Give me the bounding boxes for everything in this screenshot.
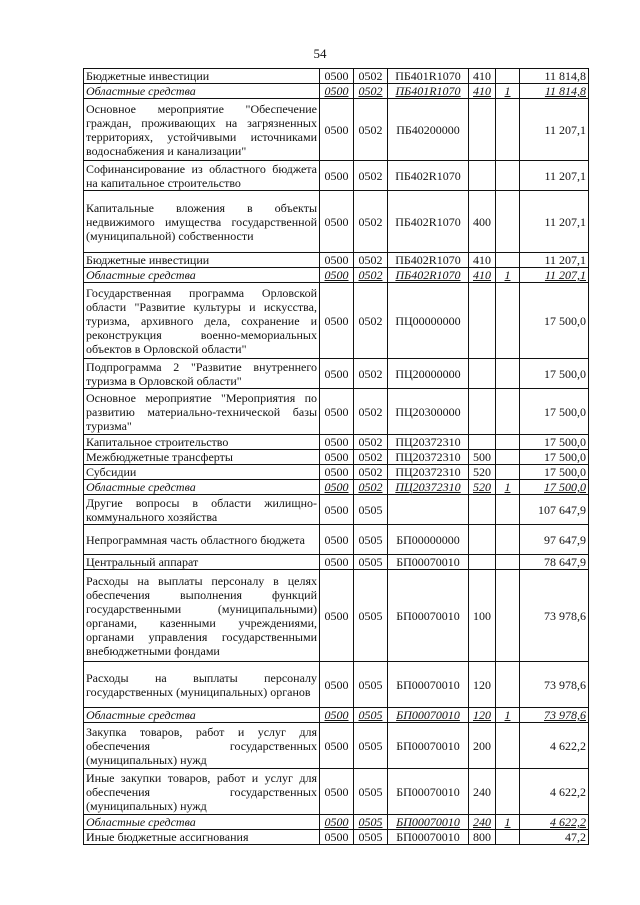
table-row — [84, 723, 589, 769]
amount-cell: 73 978,6 — [520, 570, 589, 662]
funding-source-cell — [496, 161, 520, 191]
target-article-cell: БП00070010 — [388, 570, 469, 662]
funding-source-cell — [496, 69, 520, 84]
table-row — [84, 161, 589, 191]
row-name-cell: Межбюджетные трансферты — [84, 450, 320, 465]
subsection-code-cell: 0502 — [354, 389, 388, 435]
table-row — [84, 570, 589, 662]
subsection-code-cell: 0505 — [354, 495, 388, 525]
target-article-cell: БП00070010 — [388, 708, 469, 723]
funding-source-cell — [496, 450, 520, 465]
amount-cell: 17 500,0 — [520, 389, 589, 435]
expense-type-cell: 410 — [469, 268, 496, 283]
subsection-code-cell: 0502 — [354, 69, 388, 84]
funding-source-cell: 1 — [496, 708, 520, 723]
expense-type-cell: 240 — [469, 769, 496, 815]
row-name-cell: Областные средства — [84, 708, 320, 723]
table-row — [84, 480, 589, 495]
funding-source-cell — [496, 99, 520, 161]
subsection-code-cell: 0502 — [354, 161, 388, 191]
expense-type-cell — [469, 389, 496, 435]
subsection-code-cell: 0502 — [354, 99, 388, 161]
expense-type-cell: 800 — [469, 830, 496, 845]
funding-source-cell — [496, 389, 520, 435]
row-name-cell: Подпрограмма 2 "Развитие внутреннего туризма в Орловской области" — [84, 359, 320, 389]
target-article-cell: ПЦ20372310 — [388, 465, 469, 480]
expense-type-cell: 100 — [469, 570, 496, 662]
expense-type-cell: 410 — [469, 84, 496, 99]
table-row — [84, 555, 589, 570]
amount-cell: 17 500,0 — [520, 359, 589, 389]
section-code-cell: 0500 — [320, 359, 354, 389]
amount-cell: 11 207,1 — [520, 161, 589, 191]
table-row — [84, 99, 589, 161]
section-code-cell: 0500 — [320, 525, 354, 555]
subsection-code-cell: 0502 — [354, 359, 388, 389]
section-code-cell: 0500 — [320, 769, 354, 815]
row-name-cell: Капитальные вложения в объекты недвижимого имущества государственной (муниципальной) собственности — [84, 191, 320, 253]
table-row — [84, 815, 589, 830]
section-code-cell: 0500 — [320, 268, 354, 283]
subsection-code-cell: 0505 — [354, 662, 388, 708]
row-name-cell: Центральный аппарат — [84, 555, 320, 570]
row-name-cell: Субсидии — [84, 465, 320, 480]
funding-source-cell — [496, 465, 520, 480]
funding-source-cell — [496, 283, 520, 359]
section-code-cell: 0500 — [320, 830, 354, 845]
target-article-cell: ПЦ20372310 — [388, 435, 469, 450]
target-article-cell: ПБ402R1070 — [388, 253, 469, 268]
target-article-cell: БП00070010 — [388, 815, 469, 830]
amount-cell: 47,2 — [520, 830, 589, 845]
section-code-cell: 0500 — [320, 450, 354, 465]
expense-type-cell: 410 — [469, 69, 496, 84]
expense-type-cell: 500 — [469, 450, 496, 465]
subsection-code-cell: 0505 — [354, 570, 388, 662]
section-code-cell: 0500 — [320, 191, 354, 253]
section-code-cell: 0500 — [320, 69, 354, 84]
table-row — [84, 435, 589, 450]
section-code-cell: 0500 — [320, 389, 354, 435]
subsection-code-cell: 0505 — [354, 769, 388, 815]
amount-cell: 73 978,6 — [520, 662, 589, 708]
subsection-code-cell: 0502 — [354, 465, 388, 480]
target-article-cell: БП00070010 — [388, 723, 469, 769]
funding-source-cell — [496, 662, 520, 708]
row-name-cell: Областные средства — [84, 84, 320, 99]
table-row — [84, 495, 589, 525]
subsection-code-cell: 0502 — [354, 268, 388, 283]
section-code-cell: 0500 — [320, 480, 354, 495]
funding-source-cell — [496, 830, 520, 845]
target-article-cell: ПБ40200000 — [388, 99, 469, 161]
expense-type-cell — [469, 495, 496, 525]
table-row — [84, 450, 589, 465]
target-article-cell: ПЦ00000000 — [388, 283, 469, 359]
subsection-code-cell: 0502 — [354, 84, 388, 99]
amount-cell: 11 814,8 — [520, 84, 589, 99]
section-code-cell: 0500 — [320, 435, 354, 450]
target-article-cell: ПЦ20000000 — [388, 359, 469, 389]
table-row — [84, 525, 589, 555]
row-name-cell: Софинансирование из областного бюджета на капитальное строительство — [84, 161, 320, 191]
amount-cell: 11 207,1 — [520, 191, 589, 253]
expense-type-cell: 410 — [469, 253, 496, 268]
funding-source-cell: 1 — [496, 268, 520, 283]
funding-source-cell — [496, 555, 520, 570]
amount-cell: 17 500,0 — [520, 435, 589, 450]
funding-source-cell — [496, 253, 520, 268]
amount-cell: 11 207,1 — [520, 253, 589, 268]
table-row — [84, 662, 589, 708]
expense-type-cell: 520 — [469, 480, 496, 495]
section-code-cell: 0500 — [320, 570, 354, 662]
budget-table — [83, 68, 589, 845]
subsection-code-cell: 0505 — [354, 830, 388, 845]
row-name-cell: Государственная программа Орловской области "Развитие культуры и искусства, туризма, архивного дела, сохранение и реконструкция военно-мемориальных объектов в Орловской области" — [84, 283, 320, 359]
row-name-cell: Расходы на выплаты персоналу в целях обеспечения выполнения функций государственными (муниципальными) органами, казенными учреждениями, органами управления государственными внебюджетными фондами — [84, 570, 320, 662]
subsection-code-cell: 0502 — [354, 253, 388, 268]
expense-type-cell — [469, 359, 496, 389]
table-row — [84, 708, 589, 723]
amount-cell: 11 207,1 — [520, 99, 589, 161]
target-article-cell: БП00070010 — [388, 830, 469, 845]
amount-cell: 4 622,2 — [520, 723, 589, 769]
row-name-cell: Капитальное строительство — [84, 435, 320, 450]
subsection-code-cell: 0505 — [354, 723, 388, 769]
subsection-code-cell: 0505 — [354, 525, 388, 555]
amount-cell: 17 500,0 — [520, 465, 589, 480]
target-article-cell: БП00070010 — [388, 662, 469, 708]
amount-cell: 4 622,2 — [520, 769, 589, 815]
table-row — [84, 359, 589, 389]
table-row — [84, 84, 589, 99]
amount-cell: 97 647,9 — [520, 525, 589, 555]
table-row — [84, 465, 589, 480]
row-name-cell: Бюджетные инвестиции — [84, 69, 320, 84]
table-row — [84, 253, 589, 268]
row-name-cell: Областные средства — [84, 480, 320, 495]
section-code-cell: 0500 — [320, 84, 354, 99]
expense-type-cell: 520 — [469, 465, 496, 480]
row-name-cell: Основное мероприятие "Мероприятия по развитию материально-технической базы туризма" — [84, 389, 320, 435]
target-article-cell: ПБ402R1070 — [388, 268, 469, 283]
section-code-cell: 0500 — [320, 99, 354, 161]
subsection-code-cell: 0505 — [354, 815, 388, 830]
target-article-cell — [388, 495, 469, 525]
amount-cell: 107 647,9 — [520, 495, 589, 525]
funding-source-cell — [496, 723, 520, 769]
row-name-cell: Областные средства — [84, 815, 320, 830]
section-code-cell: 0500 — [320, 815, 354, 830]
expense-type-cell: 400 — [469, 191, 496, 253]
target-article-cell: ПЦ20372310 — [388, 480, 469, 495]
expense-type-cell — [469, 435, 496, 450]
expense-type-cell — [469, 161, 496, 191]
table-row — [84, 769, 589, 815]
target-article-cell: БП00070010 — [388, 769, 469, 815]
row-name-cell: Бюджетные инвестиции — [84, 253, 320, 268]
subsection-code-cell: 0505 — [354, 708, 388, 723]
row-name-cell: Иные бюджетные ассигнования — [84, 830, 320, 845]
funding-source-cell — [496, 435, 520, 450]
funding-source-cell — [496, 359, 520, 389]
table-row — [84, 268, 589, 283]
expense-type-cell — [469, 525, 496, 555]
target-article-cell: ПБ401R1070 — [388, 69, 469, 84]
expense-type-cell — [469, 283, 496, 359]
section-code-cell: 0500 — [320, 495, 354, 525]
amount-cell: 17 500,0 — [520, 480, 589, 495]
table-row — [84, 283, 589, 359]
funding-source-cell: 1 — [496, 480, 520, 495]
subsection-code-cell: 0502 — [354, 480, 388, 495]
row-name-cell: Непрограммная часть областного бюджета — [84, 525, 320, 555]
expense-type-cell: 240 — [469, 815, 496, 830]
amount-cell: 78 647,9 — [520, 555, 589, 570]
amount-cell: 17 500,0 — [520, 283, 589, 359]
section-code-cell: 0500 — [320, 253, 354, 268]
amount-cell: 4 622,2 — [520, 815, 589, 830]
expense-type-cell — [469, 555, 496, 570]
target-article-cell: ПЦ20300000 — [388, 389, 469, 435]
table-row — [84, 830, 589, 845]
funding-source-cell: 1 — [496, 815, 520, 830]
subsection-code-cell: 0502 — [354, 283, 388, 359]
target-article-cell: БП00070010 — [388, 555, 469, 570]
expense-type-cell: 200 — [469, 723, 496, 769]
row-name-cell: Закупка товаров, работ и услуг для обеспечения государственных (муниципальных) нужд — [84, 723, 320, 769]
amount-cell: 11 814,8 — [520, 69, 589, 84]
target-article-cell: ПБ402R1070 — [388, 161, 469, 191]
target-article-cell: БП00000000 — [388, 525, 469, 555]
amount-cell: 17 500,0 — [520, 450, 589, 465]
funding-source-cell — [496, 769, 520, 815]
target-article-cell: ПБ401R1070 — [388, 84, 469, 99]
row-name-cell: Расходы на выплаты персоналу государственных (муниципальных) органов — [84, 662, 320, 708]
section-code-cell: 0500 — [320, 723, 354, 769]
section-code-cell: 0500 — [320, 708, 354, 723]
table-row — [84, 69, 589, 84]
subsection-code-cell: 0502 — [354, 435, 388, 450]
expense-type-cell: 120 — [469, 708, 496, 723]
subsection-code-cell: 0502 — [354, 450, 388, 465]
amount-cell: 11 207,1 — [520, 268, 589, 283]
amount-cell: 73 978,6 — [520, 708, 589, 723]
funding-source-cell — [496, 495, 520, 525]
section-code-cell: 0500 — [320, 161, 354, 191]
row-name-cell: Иные закупки товаров, работ и услуг для обеспечения государственных (муниципальных) нужд — [84, 769, 320, 815]
row-name-cell: Основное мероприятие "Обеспечение граждан, проживающих на загрязненных территориях, устойчивыми источниками водоснабжения и канализации" — [84, 99, 320, 161]
section-code-cell: 0500 — [320, 283, 354, 359]
table-row — [84, 191, 589, 253]
expense-type-cell — [469, 99, 496, 161]
row-name-cell: Областные средства — [84, 268, 320, 283]
row-name-cell: Другие вопросы в области жилищно-коммунального хозяйства — [84, 495, 320, 525]
section-code-cell: 0500 — [320, 555, 354, 570]
subsection-code-cell: 0505 — [354, 555, 388, 570]
funding-source-cell — [496, 191, 520, 253]
funding-source-cell — [496, 570, 520, 662]
section-code-cell: 0500 — [320, 465, 354, 480]
section-code-cell: 0500 — [320, 662, 354, 708]
expense-type-cell: 120 — [469, 662, 496, 708]
target-article-cell: ПБ402R1070 — [388, 191, 469, 253]
funding-source-cell: 1 — [496, 84, 520, 99]
budget-rows — [84, 69, 589, 845]
table-row — [84, 389, 589, 435]
target-article-cell: ПЦ20372310 — [388, 450, 469, 465]
page-number: 54 — [313, 46, 327, 61]
subsection-code-cell: 0502 — [354, 191, 388, 253]
funding-source-cell — [496, 525, 520, 555]
